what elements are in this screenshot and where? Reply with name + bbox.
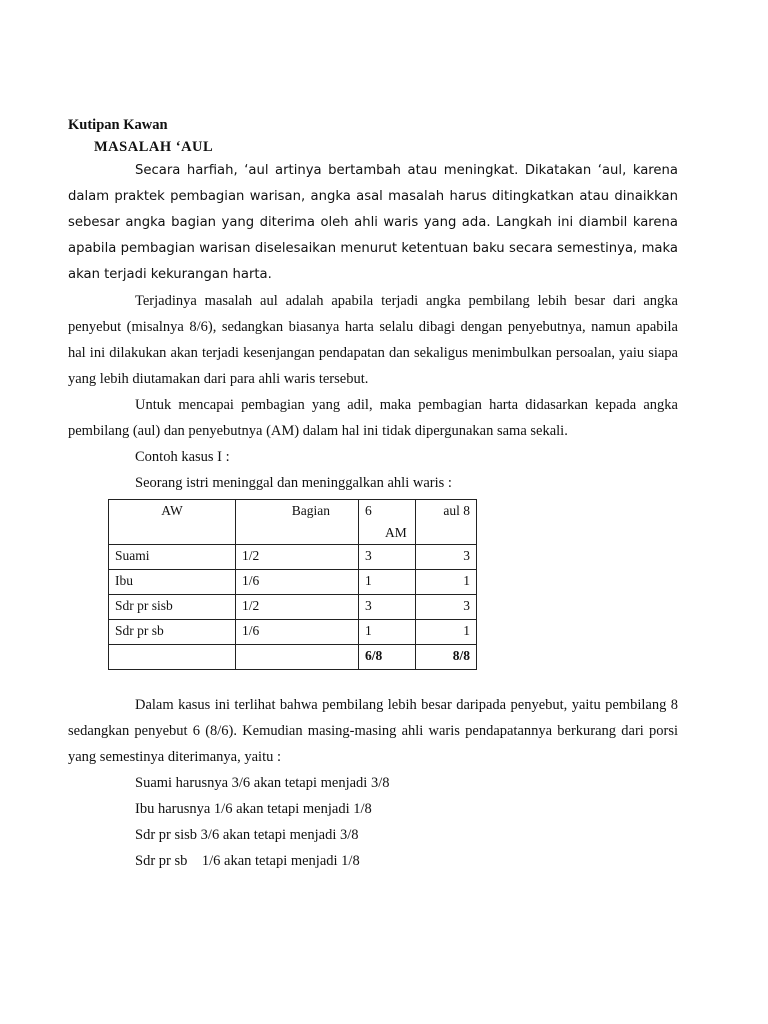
- document-page: [68, 114, 678, 874]
- table-header-row: [109, 500, 477, 545]
- table-row: [109, 595, 477, 620]
- cell-bagian: 1/2: [236, 545, 359, 570]
- document-heading: Kutipan Kawan: [68, 117, 168, 133]
- paragraph-cause: Terjadinya masalah aul adalah apabila terjadi angka pembilang lebih besar dari angka penyebut (misalnya 8/6), sedangkan biasanya harta selalu dibagi dengan penyebutnya, namun apabila hal ini dilakukan akan terjadi kesenjangan pendapatan dan sekaligus menimbulkan persoalan, yaiu siapa yang lebih diutamakan dari para ahli waris tersebut.: [68, 293, 678, 387]
- cell-aul: 1: [416, 570, 477, 595]
- table-row: [109, 545, 477, 570]
- header-aul: aul 8: [416, 500, 477, 545]
- table-row: [109, 620, 477, 645]
- header-aw: AW: [109, 500, 236, 545]
- cell-aw: Sdr pr sb: [109, 620, 236, 645]
- result-line: Ibu harusnya 1/6 akan tetapi menjadi 1/8: [135, 801, 372, 817]
- cell-am: 3: [359, 545, 416, 570]
- header-am-label: AM: [385, 525, 407, 540]
- cell-aul: 1: [416, 620, 477, 645]
- cell-aul: 3: [416, 545, 477, 570]
- cell-bagian: 1/2: [236, 595, 359, 620]
- cell-aw: Sdr pr sisb: [109, 595, 236, 620]
- paragraph-method: Untuk mencapai pembagian yang adil, maka pembagian harta didasarkan kepada angka pembilang (aul) dan penyebutnya (AM) dalam hal ini tidak dipergunakan sama sekali.: [68, 397, 678, 439]
- cell-bagian: 1/6: [236, 620, 359, 645]
- cell-aw: Ibu: [109, 570, 236, 595]
- cell-total-am: 6/8: [359, 645, 416, 670]
- cell-total-aul: 8/8: [416, 645, 477, 670]
- case-label: Contoh kasus I :: [135, 449, 230, 465]
- table-row: [109, 570, 477, 595]
- result-line: Sdr pr sb 1/6 akan tetapi menjadi 1/8: [135, 853, 360, 869]
- paragraph-definition: Secara harfiah, ‘aul artinya bertambah atau meningkat. Dikatakan ‘aul, karena dalam praktek pembagian warisan, angka asal masalah harus ditingkatkan atau dinaikkan sebesar angka bagian yang diterima oleh ahli waris yang ada. Langkah ini diambil karena apabila pembagian warisan diselesaikan menurut ketentuan baku secara semestinya, maka akan terjadi kekurangan harta.: [68, 163, 678, 282]
- case-intro: Seorang istri meninggal dan meninggalkan ahli waris :: [135, 475, 452, 491]
- header-am-number: 6: [365, 503, 372, 518]
- cell-total-bagian: [236, 645, 359, 670]
- cell-bagian: 1/6: [236, 570, 359, 595]
- header-bagian: Bagian: [236, 500, 359, 545]
- paragraph-analysis: Dalam kasus ini terlihat bahwa pembilang lebih besar daripada penyebut, yaitu pembilang 8 sedangkan penyebut 6 (8/6). Kemudian masing-masing ahli waris pendapatannya berkurang dari porsi yang semestinya diterimanya, yaitu :: [68, 697, 678, 765]
- cell-am: 1: [359, 570, 416, 595]
- cell-aw: Suami: [109, 545, 236, 570]
- inheritance-table: [108, 499, 477, 670]
- header-am: [359, 500, 416, 545]
- result-line: Sdr pr sisb 3/6 akan tetapi menjadi 3/8: [135, 827, 359, 843]
- result-line: Suami harusnya 3/6 akan tetapi menjadi 3/8: [135, 775, 390, 791]
- cell-total-aw: [109, 645, 236, 670]
- section-title: MASALAH ‘AUL: [94, 139, 214, 155]
- cell-am: 3: [359, 595, 416, 620]
- cell-aul: 3: [416, 595, 477, 620]
- table-total-row: [109, 645, 477, 670]
- cell-am: 1: [359, 620, 416, 645]
